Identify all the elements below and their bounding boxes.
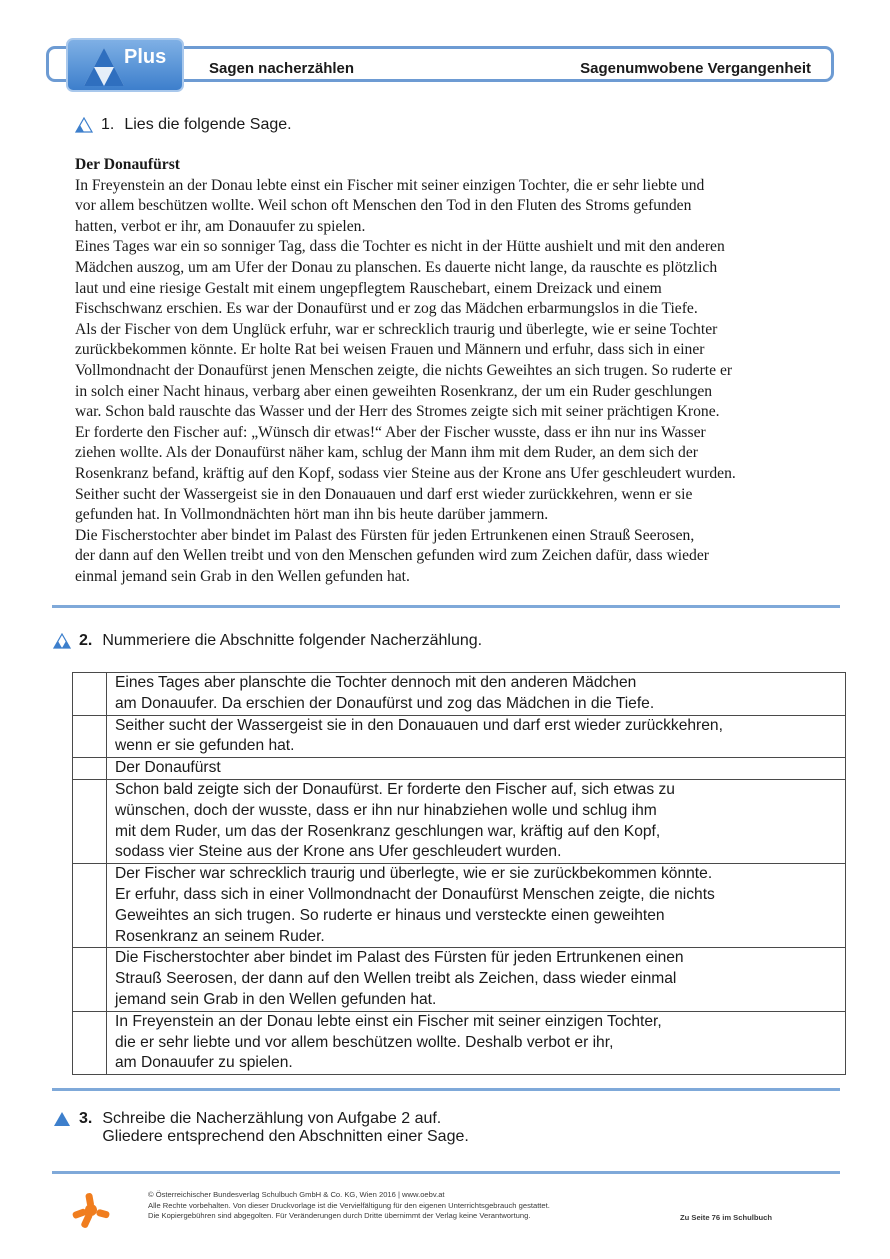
page-reference: Zu Seite 76 im Schulbuch bbox=[680, 1213, 772, 1222]
task-instruction: Schreibe die Nacherzählung von Aufgabe 2 auf. bbox=[102, 1110, 442, 1127]
table-row bbox=[73, 779, 846, 863]
table-row bbox=[73, 1011, 846, 1074]
number-box[interactable] bbox=[73, 715, 107, 758]
publisher-logo-icon bbox=[72, 1193, 110, 1229]
footer-legal bbox=[148, 1190, 550, 1222]
task-instruction: Nummeriere die Abschnitte folgender Nacherzählung. bbox=[102, 632, 483, 649]
task-number: 2. bbox=[79, 632, 93, 649]
table-row bbox=[73, 948, 846, 1011]
story-paragraph: Als der Fischer von dem Unglück erfuhr, war er schrecklich traurig und überlegte, wie er seine Tochter zurückbekommen könnte. Er holte Rat bei weisen Frauen und Männern und erfuhr, dass sich in einer Vollmondnacht der Donaufürst jenen Menschen zeigte, die nichts Geweihtes an sich trugen. So ruderte er in solch einer Nacht hinaus, verbarg aber einen geweihten Rosenkranz, der um ein Ruder geschlungen war. Schon bald rauschte das Wasser und der Herr des Stromes zeigte sich mit seiner prächtigen Krone. Er forderte den Fischer auf: „Wünsch dir etwas!“ Aber der Fischer wusste, dass er ihn nur ins Wasser ziehen wollte. Als der Donaufürst näher kam, schlug der Mann ihm mit dem Ruder, an dem sich der Rosenkranz befand, kräftig auf den Kopf, sodass vier Steine aus der Krone ans Ufer geschleudert wurden. Seither sucht der Wassergeist sie in den Donauauen und darf erst wieder zurückkehren, wenn er sie gefunden hat. In Vollmondnächten hört man ihn bis heute darüber jammern. bbox=[75, 320, 736, 524]
difficulty-pyramid-icon bbox=[75, 117, 93, 133]
footer-line: Die Kopiergebühren sind abgegolten. Für Veränderungen durch Dritte übernimmt der Verlag keine Verantwortung. bbox=[148, 1211, 531, 1220]
difficulty-pyramid-icon bbox=[53, 1111, 71, 1127]
section-text: Die Fischerstochter aber bindet im Palast des Fürsten für jeden Ertrunkenen einen Strauß Seerosen, der dann auf den Wellen treibt als Zeichen, dass wieder einmal jemand sein Grab in den Wellen gefunden hat. bbox=[107, 948, 846, 1011]
task-instruction: Gliedere entsprechend den Abschnitten einer Sage. bbox=[102, 1128, 469, 1145]
section-text: Schon bald zeigte sich der Donaufürst. Er forderte den Fischer auf, sich etwas zu wünschen, doch der wusste, dass er ihn nur hinabziehen wolle und schlug ihm mit dem Ruder, um das der Rosenkranz geschlungen war, kräftig auf den Kopf, sodass vier Steine aus der Krone ans Ufer geschleudert wurden. bbox=[107, 779, 846, 863]
number-box[interactable] bbox=[73, 779, 107, 863]
divider bbox=[52, 1088, 840, 1091]
task-number: 3. bbox=[79, 1110, 93, 1127]
section-text: Der Donaufürst bbox=[107, 758, 846, 780]
number-box[interactable] bbox=[73, 758, 107, 780]
story-paragraph: Eines Tages war ein so sonniger Tag, dass die Tochter es nicht in der Hütte aushielt und mit den anderen Mädchen auszog, um am Ufer der Donau zu planschen. Es dauerte nicht lange, da rauschte es plötzlich laut und eine riesige Gestalt mit einem ungepflegtem Rauschebart, einem Dreizack und einem Fischschwanz erschien. Es war der Donaufürst und er zog das Mädchen erbarmungslos in die Tiefe. bbox=[75, 238, 725, 318]
section-text: Der Fischer war schrecklich traurig und überlegte, wie er sie zurückbekommen könnte. Er erfuhr, dass sich in einer Vollmondnacht der Donaufürst Menschen zeigte, die nichts Geweihtes an sich trugen. So ruderte er hinaus und versteckte einen geweihten Rosenkranz an seinem Ruder. bbox=[107, 864, 846, 948]
number-box[interactable] bbox=[73, 948, 107, 1011]
task-3 bbox=[53, 1110, 469, 1146]
number-box[interactable] bbox=[73, 1011, 107, 1074]
pyramid-icon bbox=[82, 46, 126, 90]
plus-logo bbox=[66, 38, 184, 92]
difficulty-pyramid-icon bbox=[53, 633, 71, 649]
task-number: 1. bbox=[101, 116, 115, 133]
story-text bbox=[75, 155, 845, 587]
number-box[interactable] bbox=[73, 673, 107, 716]
table-row bbox=[73, 758, 846, 780]
table-row bbox=[73, 715, 846, 758]
footer-line: © Österreichischer Bundesverlag Schulbuch GmbH & Co. KG, Wien 2016 | www.oebv.at bbox=[148, 1190, 445, 1199]
number-box[interactable] bbox=[73, 864, 107, 948]
divider bbox=[52, 605, 840, 608]
story-title: Der Donaufürst bbox=[75, 156, 180, 173]
table-row bbox=[73, 673, 846, 716]
table-row bbox=[73, 864, 846, 948]
story-paragraph: In Freyenstein an der Donau lebte einst ein Fischer mit seiner einzigen Tochter, die er sehr liebte und vor allem beschützen wollte. Weil schon oft Menschen den Tod in den Fluten des Stroms gefunden hatten, verbot er ihr, am Donauufer zu spielen. bbox=[75, 176, 705, 235]
sections-table bbox=[72, 672, 846, 1075]
task-2 bbox=[53, 632, 482, 650]
worksheet-title: Sagen nacherzählen bbox=[209, 60, 355, 77]
footer-line: Alle Rechte vorbehalten. Von dieser Druckvorlage ist die Vervielfältigung für den eigenen Unterrichtsgebrauch gestattet. bbox=[148, 1200, 550, 1210]
divider bbox=[52, 1171, 840, 1174]
story-paragraph: Die Fischerstochter aber bindet im Palast des Fürsten für jeden Ertrunkenen einen Strauß Seerosen, der dann auf den Wellen treibt und von den Menschen gefunden wird zum Zeichen dafür, dass wieder einmal jemand sein Grab in den Wellen gefunden hat. bbox=[75, 526, 709, 585]
section-text: In Freyenstein an der Donau lebte einst ein Fischer mit seiner einzigen Tochter, die er sehr liebte und vor allem beschützen wollte. Deshalb verbot er ihr, am Donauufer zu spielen. bbox=[107, 1011, 846, 1074]
section-text: Eines Tages aber planschte die Tochter dennoch mit den anderen Mädchen am Donauufer. Da erschien der Donaufürst und zog das Mädchen in die Tiefe. bbox=[107, 673, 846, 716]
chapter-title: Sagenumwobene Vergangenheit bbox=[580, 60, 811, 77]
task-1 bbox=[75, 116, 292, 134]
logo-text: Plus bbox=[124, 46, 167, 68]
section-text: Seither sucht der Wassergeist sie in den Donauauen und darf erst wieder zurückkehren, wenn er sie gefunden hat. bbox=[107, 715, 846, 758]
task-instruction: Lies die folgende Sage. bbox=[124, 116, 292, 133]
